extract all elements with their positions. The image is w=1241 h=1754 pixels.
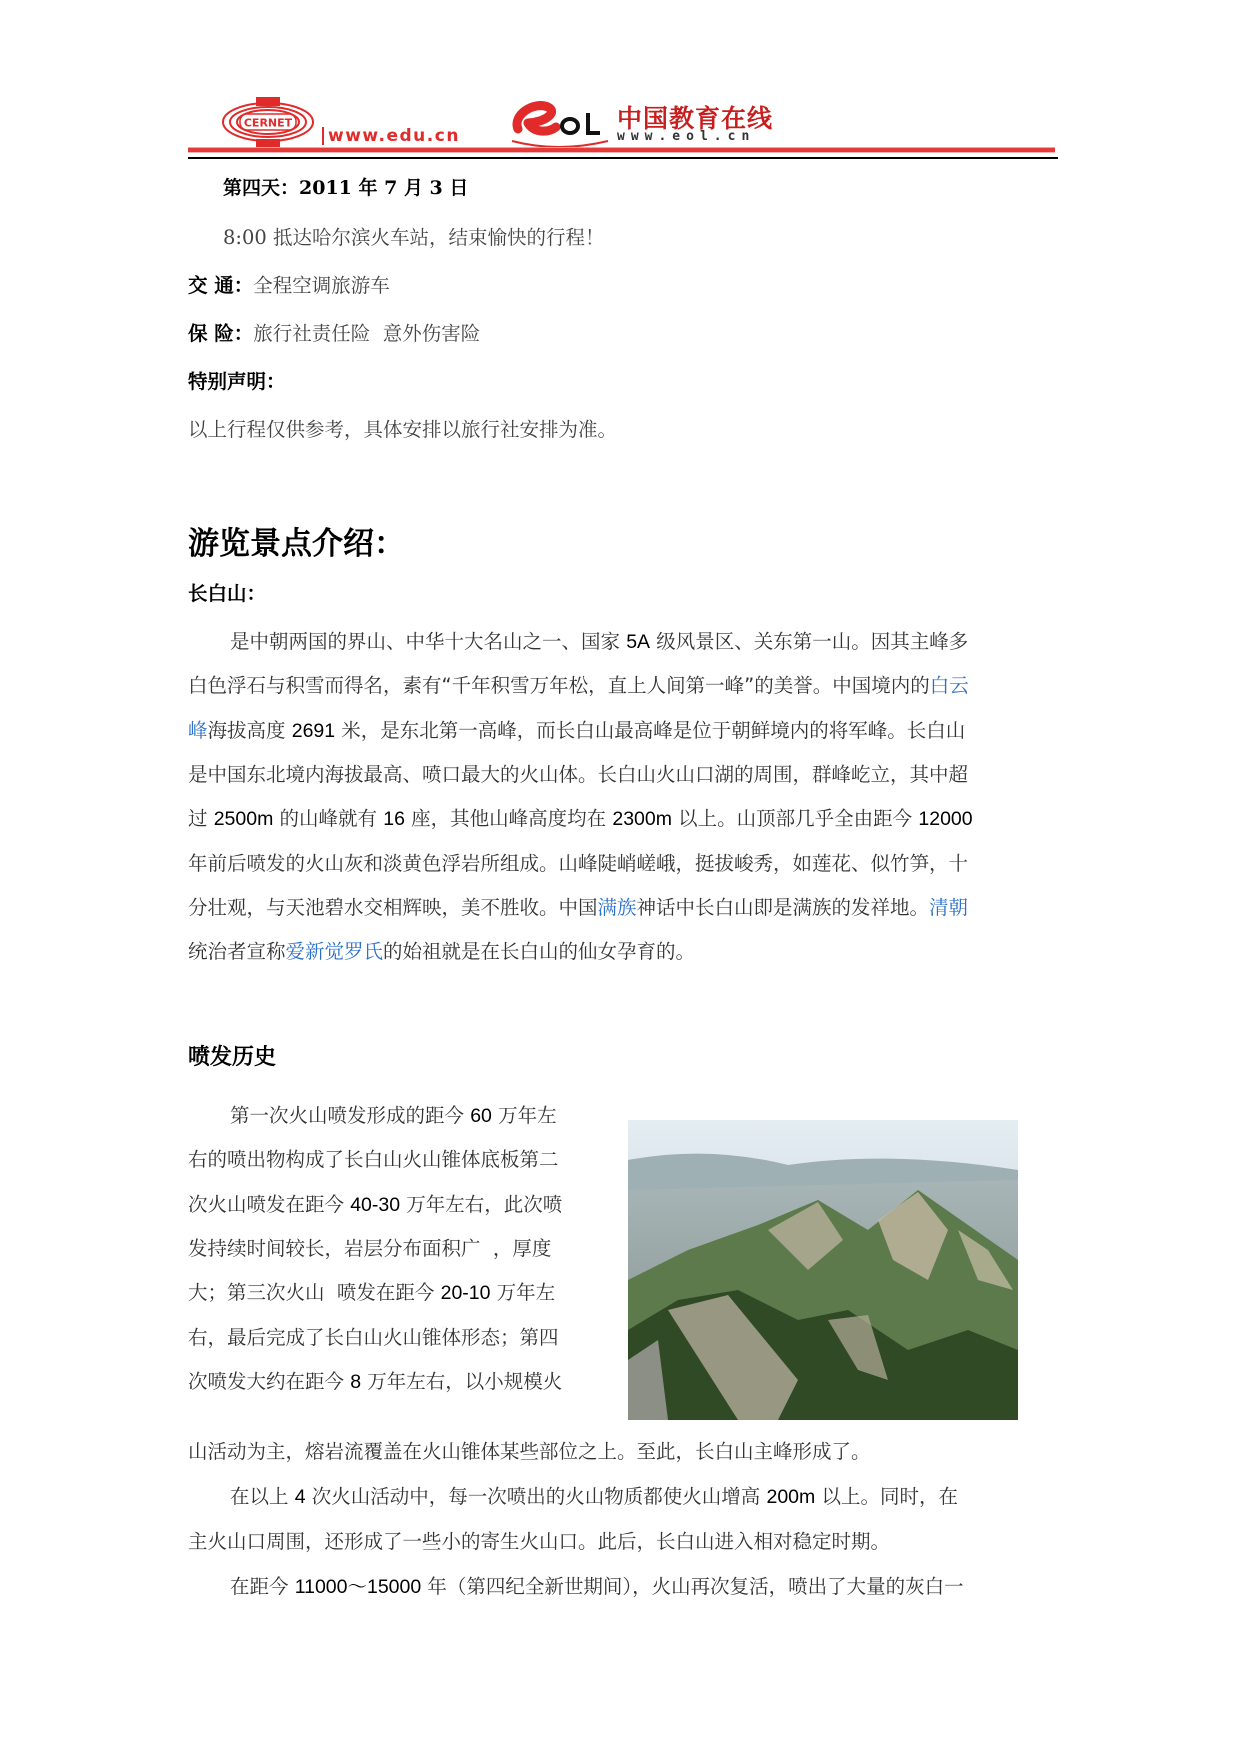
page-header <box>0 0 1241 165</box>
text-run: 以上。同时，在 <box>815 1485 958 1508</box>
text-line <box>188 1281 555 1305</box>
number-text: 2691 <box>291 719 336 742</box>
attractions-title: 游览景点介绍： <box>188 526 405 562</box>
mountain-photo-image <box>628 1120 1018 1420</box>
text-run: 发持续时间较长，岩层分布面积广 ，厚度 <box>188 1236 552 1260</box>
text-run: 在以上 <box>230 1485 295 1508</box>
text-run: 分壮观，与天池碧水交相辉映，美不胜收。中国 <box>188 895 598 919</box>
insurance-row <box>188 322 480 346</box>
eol-logo-icon <box>508 95 613 150</box>
text-line <box>188 940 695 964</box>
text-run: 的始祖就是在长白山的仙女孕育的。 <box>383 940 696 964</box>
number-text: 11000～15000 <box>294 1576 422 1598</box>
number-text: 4 <box>294 1486 306 1508</box>
cernet-logo-text: CERNET <box>243 116 293 130</box>
text-run: 的山峰就有 <box>273 807 384 831</box>
cernet-url[interactable]: www.edu.cn <box>322 127 460 145</box>
text-run: 以上。山顶部几乎全由距今 <box>671 807 919 831</box>
text-run: 第一次火山喷发形成的距今 <box>230 1104 471 1127</box>
text-run: 海拔高度 <box>207 718 292 742</box>
text-run: 统治者宣称 <box>188 940 286 964</box>
number-text: 20-10 <box>440 1282 491 1305</box>
text-run: 在距今 <box>230 1575 295 1598</box>
wiki-link[interactable]: 峰 <box>188 718 208 742</box>
text-line <box>188 1370 562 1394</box>
eol-site-name: 中国教育在线 <box>617 104 774 133</box>
text-run: 年（第四纪全新世期间），火山再次复活，喷出了大量的灰白一 <box>421 1575 964 1598</box>
number-text: 200m <box>766 1486 816 1508</box>
text-line <box>188 1530 890 1554</box>
text-line <box>188 807 973 831</box>
text-run: 过 <box>188 807 214 831</box>
text-line <box>188 763 968 787</box>
text-run: 次火山喷发在距今 <box>188 1192 351 1216</box>
day-item: 8:00 抵达哈尔滨火车站，结束愉快的行程！ <box>223 226 605 249</box>
text-run: 万年左 <box>490 1281 556 1305</box>
number-text: 8 <box>350 1370 362 1393</box>
text-line <box>188 1440 871 1464</box>
text-run: 是中朝两国的界山、中华十大名山之一、国家 <box>230 630 627 653</box>
number-text: 12000 <box>918 808 973 831</box>
number-text: 5A <box>626 631 651 653</box>
text-run: 万年左 <box>491 1104 557 1127</box>
notice-label: 特别声明： <box>188 370 286 393</box>
notice-value: 以上行程仅供参考，具体安排以旅行社安排为准。 <box>188 418 618 441</box>
transport-label: 交 通： <box>188 274 254 297</box>
text-run: 座，其他山峰高度均在 <box>404 807 613 831</box>
number-text: 16 <box>383 808 405 831</box>
text-line <box>230 1485 958 1509</box>
header-red-band <box>188 147 1055 153</box>
cernet-logo-icon <box>218 95 318 150</box>
insurance-label: 保 险： <box>188 322 254 345</box>
wiki-link[interactable]: 满族 <box>597 895 637 919</box>
wiki-link[interactable]: 白云 <box>929 674 969 698</box>
text-run: 是中国东北境内海拔最高、喷口最大的火山体。长白山火山口湖的周围，群峰屹立，其中超 <box>188 762 969 786</box>
transport-row <box>188 274 390 298</box>
text-run: 次火山活动中，每一次喷出的火山物质都使火山增高 <box>305 1485 767 1508</box>
text-run: 次喷发大约在距今 <box>188 1369 351 1393</box>
wiki-link[interactable]: 清朝 <box>929 895 969 919</box>
text-run: 右，最后完成了长白山火山锥体形态；第四 <box>188 1325 559 1349</box>
text-run: 级风景区、关东第一山。因其主峰多 <box>650 630 969 653</box>
text-line <box>188 1326 559 1350</box>
transport-value: 全程空调旅游车 <box>253 274 390 297</box>
text-run: 右的喷出物构成了长白山火山锥体底板第二 <box>188 1148 559 1172</box>
eol-url[interactable]: www.eol.cn <box>617 129 756 144</box>
text-run: 白色浮石与积雪而得名，素有“千年积雪万年松，直上人间第一峰”的美誉。中国境内的 <box>188 674 930 698</box>
text-run: 年前后喷发的火山灰和淡黄色浮岩所组成。山峰陡峭嵯峨，挺拔峻秀，如莲花、似竹笋，十 <box>188 851 969 875</box>
text-line <box>230 1575 964 1599</box>
text-line <box>188 1237 551 1261</box>
eruption-heading: 喷发历史 <box>188 1045 277 1070</box>
number-text: 2500m <box>213 808 274 831</box>
insurance-value: 旅行社责任险 意外伤害险 <box>253 322 481 345</box>
text-run: 万年左右，以小规模火 <box>361 1369 563 1393</box>
header-rule <box>188 157 1058 159</box>
text-run: 主火山口周围，还形成了一些小的寄生火山口。此后，长白山进入相对稳定时期。 <box>188 1530 891 1553</box>
text-run: 山活动为主，熔岩流覆盖在火山锥体某些部位之上。至此，长白山主峰形成了。 <box>188 1440 871 1463</box>
mountain-photo <box>628 1120 1018 1420</box>
text-run: 万年左右，此次喷 <box>400 1192 563 1216</box>
day-heading: 第四天：2011 年 7 月 3 日 <box>223 177 469 199</box>
text-run: 米，是东北第一高峰，而长白山最高峰是位于朝鲜境内的将军峰。长白山 <box>335 718 966 742</box>
text-line <box>188 1148 559 1172</box>
text-line <box>188 1193 562 1217</box>
text-line <box>188 674 969 698</box>
text-line <box>188 896 968 920</box>
number-text: 40-30 <box>350 1193 401 1216</box>
text-line <box>188 852 968 876</box>
text-line <box>188 719 965 743</box>
number-text: 60 <box>470 1105 492 1127</box>
text-line <box>230 630 968 654</box>
wiki-link[interactable]: 爱新觉罗氏 <box>285 940 384 964</box>
text-run: 大；第三次火山 喷发在距今 <box>188 1281 441 1305</box>
text-run: 神话中长白山即是满族的发祥地。 <box>636 895 930 919</box>
text-line <box>230 1104 557 1128</box>
number-text: 2300m <box>612 808 672 831</box>
mountain-name: 长白山： <box>188 582 267 605</box>
